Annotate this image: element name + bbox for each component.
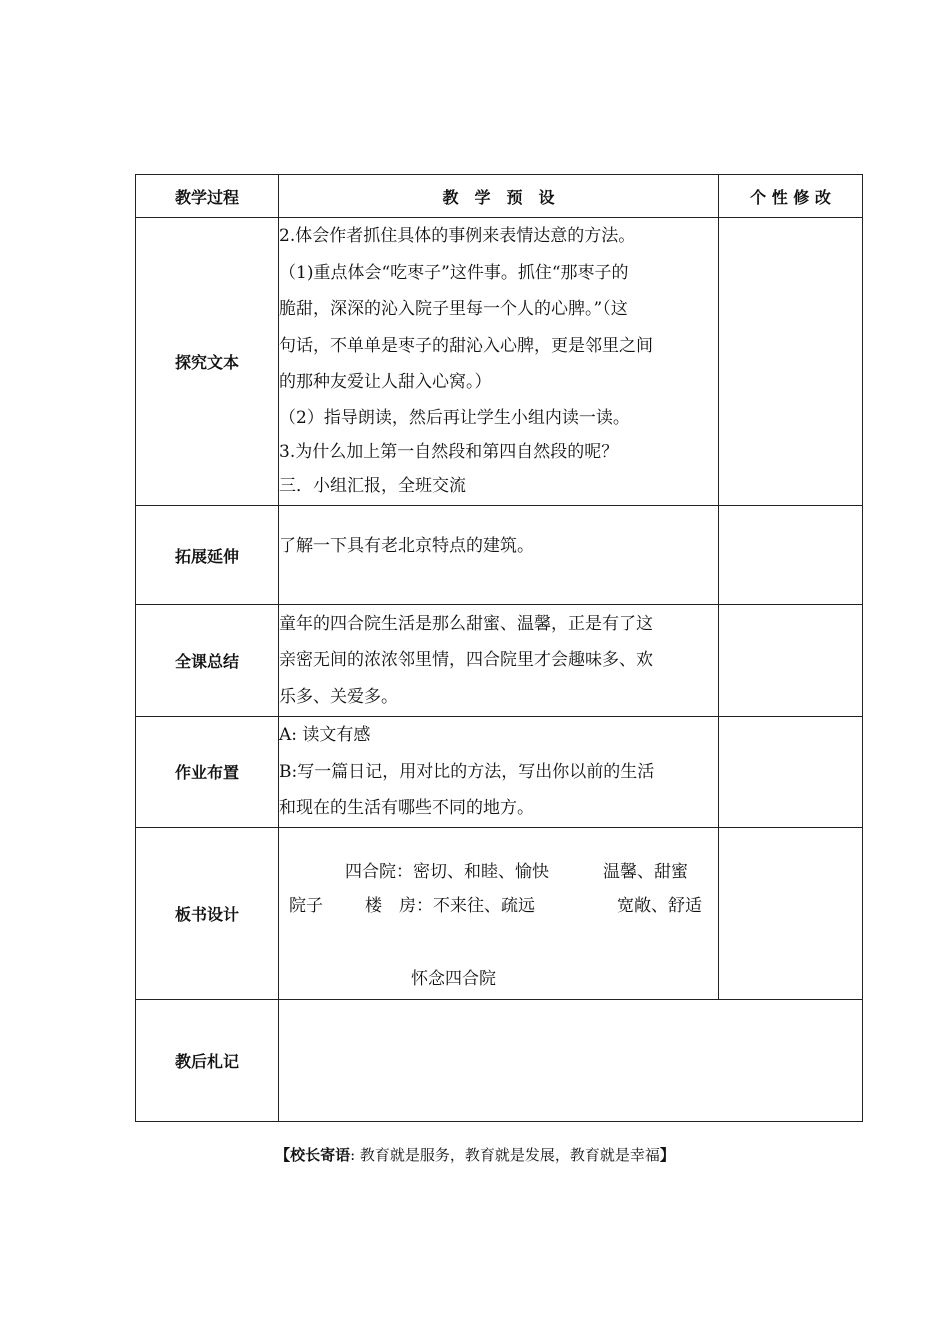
board-bottom: 怀念四合院 [411,968,496,989]
content-line: 和现在的生活有哪些不同的地方。 [279,798,534,818]
content-line: 2.体会作者抓住具体的事例来表情达意的方法。 [279,226,636,246]
header-row [136,175,863,218]
row-reflection [136,999,863,1121]
footer-suffix: 】 [659,1146,675,1164]
row-label: 教后札记 [136,999,279,1121]
content-line: 的那种友爱让人甜入心窝。） [279,372,492,392]
revision-cell[interactable] [719,827,863,999]
row-content [279,717,719,828]
row-extension [136,506,863,605]
board-design [279,827,719,999]
lesson-plan-table [135,174,863,1122]
board-line-2-right: 宽敞、舒适 [617,895,702,916]
content-line: 三．小组汇报，全班交流 [279,475,466,496]
header-revision: 个 性 修 改 [719,175,863,218]
row-homework [136,717,863,828]
content-line: 3.为什么加上第一自然段和第四自然段的呢？ [279,441,619,462]
content-line: A: 读文有感 [279,725,371,745]
board-line-1: 四合院：密切、和睦、愉快 [345,861,549,882]
footer-message: : 教育就是服务，教育就是发展，教育就是幸福 [350,1146,660,1164]
content-line: 了解一下具有老北京特点的建筑。 [279,536,534,556]
revision-cell[interactable] [719,218,863,506]
content-line: （2）指导朗读，然后再让学生小组内读一读。 [279,407,630,428]
row-content [279,218,719,506]
revision-cell[interactable] [719,605,863,717]
revision-cell[interactable] [719,506,863,605]
header-plan: 教 学 预 设 [279,175,719,218]
header-process: 教学过程 [136,175,279,218]
row-content [279,506,719,605]
content-line: 乐多、关爱多。 [279,686,398,707]
row-summary [136,605,863,717]
revision-cell[interactable] [719,717,863,828]
board-line-1-right: 温馨、甜蜜 [603,861,688,882]
content-line: 句话，不单单是枣子的甜沁入心脾，更是邻里之间 [279,335,653,356]
row-board-design [136,827,863,999]
row-explore-text [136,218,863,506]
board-left: 院子 [289,895,323,916]
content-line: 亲密无间的浓浓邻里情，四合院里才会趣味多、欢 [279,650,653,671]
reflection-cell[interactable] [279,999,863,1121]
principal-message [0,1144,950,1165]
content-line: （1)重点体会“吃枣子”这件事。抓住“那枣子的 [279,262,629,283]
row-content [279,605,719,717]
row-label: 拓展延伸 [136,506,279,605]
content-line: B:写一篇日记，用对比的方法，写出你以前的生活 [279,761,655,782]
row-label: 板书设计 [136,827,279,999]
content-line: 脆甜，深深的沁入院子里每一个人的心脾。”（这 [279,299,628,319]
board-line-2: 楼 房：不来往、疏远 [365,895,535,916]
footer-prefix: 【校长寄语 [275,1146,351,1164]
content-line: 童年的四合院生活是那么甜蜜、温馨，正是有了这 [279,613,653,634]
row-label: 全课总结 [136,605,279,717]
row-label: 探究文本 [136,218,279,506]
row-label: 作业布置 [136,717,279,828]
